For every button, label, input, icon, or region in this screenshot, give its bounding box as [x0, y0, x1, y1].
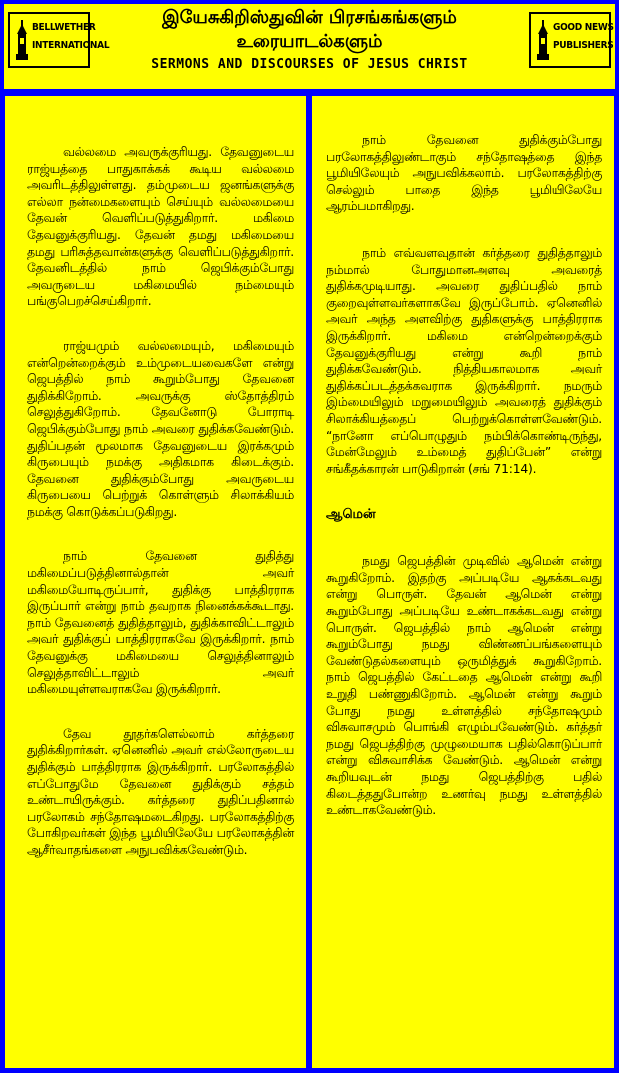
paragraph: தேவ தூதர்களெல்லாம் கர்த்தரை துதிக்கிறார்கள். ஏனெனில் அவர் எல்லோருடைய துதிக்கும் பாத்திரராக இருக்கிறார். பரலோகத்தில் எப்போதுமே தேவனை துதிக்கும் சத்தம் உண்டாயிருக்கும். கர்த்தரை துதிப்பதினால் பரலோகம் சந்தோஷமடைகிறது. பரலோகத்திற்கு போகிறவர்கள் இந்த பூமியிலேயே பரலோகத்தின் ஆசீர்வாதங்களை அநுபவிக்கவேண்டும். [27, 726, 294, 857]
left-column [5, 96, 306, 1068]
bell-tower-icon [14, 20, 30, 60]
page-title-tamil-line1: இயேசுகிறிஸ்துவின் பிரசங்கங்களும் [162, 7, 457, 28]
bellwether-logo [8, 12, 110, 68]
paragraph: நமது ஜெபத்தின் முடிவில் ஆமென் என்று கூறுகிறோம். இதற்கு அப்படியே ஆகக்கடவது என்று பொருள். தேவன் ஆமென் என்று கூறும்போது அப்படியே உண்டாகக்கடவது என்று பொருள். ஜெபத்தில் நாம் ஆமென் என்று கூறும்போது நமது விண்ணப்பங்களையும் வேண்டுதல்களையும் ஒருமித்துக் கூறுகிறோம். நாம் ஜெபத்தில் கேட்டதை ஆமென் என்று கூறி உறுதி பண்ணுகிறோம். ஆமென் என்று கூறும் போது நமது உள்ளத்தில் சந்தோஷமும் விசுவாசமும் பொங்கி எழும்பவேண்டும். கர்த்தர் நமது ஜெபத்திற்கு முழுமையாக பதில்கொடுப்பார் என்று விசுவாசிக்க வேண்டும். ஆமென் என்று கூறியவுடன் நமது ஜெபத்திற்கு பதில் கிடைத்ததுபோன்ற உணர்வு நமது உள்ளத்தில் உண்டாகவேண்டும். [326, 554, 602, 818]
right-column [312, 96, 614, 1068]
header-banner [4, 4, 615, 89]
paragraph: ராஜ்யமும் வல்லமையும், மகிமையும் என்றென்றைக்கும் உம்முடையவைகளே என்று ஜெபத்தில் நாம் கூறும்போது தேவனை துதிக்கிறோம். அவருக்கு ஸ்தோத்திரம் செலுத்துகிறோம். தேவனோடு போராடி ஜெபிக்கும்போது நாம் அவரை துதிக்கவேண்டும். துதிப்பதன் மூலமாக தேவனுடைய இரக்கமும் கிருபையும் நமக்கு அதிகமாக கிடைக்கும். தேவனை துதிக்கும்போது அவருடைய கிருபையை பெற்றுக் கொள்ளும் சிலாக்கியம் நமக்கு கொடுக்கப்படுகிறது. [27, 338, 294, 519]
paragraph: வல்லமை அவருக்குரியது. தேவனுடைய ராஜ்யத்தை பாதுகாக்கக் கூடிய வல்லமை அவரிடத்திலுள்ளது. தம்முடைய ஜனங்களுக்கு எல்லா நன்மைகளையும் செய்யும் வல்லமையை தேவன் வெளிப்படுத்துகிறார். மகிமை தேவனுக்குரியது. தேவன் தமது மகிமையை தமது பரிசுத்தவான்களுக்கு வெளிப்படுத்துகிறார். தேவனிடத்தில் நாம் ஜெபிக்கும்போது அவருடைய மகிமையில் நம்மையும் பங்குபெறச்செய்கிறார். [27, 145, 294, 309]
right-logo-line1: GOOD NEWS [553, 22, 614, 33]
paragraph: நாம் தேவனை துதிக்கும்போது பரலோகத்திலுண்டாகும் சந்தோஷத்தை இந்த பூமியிலேயும் அநுபவிக்கலாம். பரலோகத்திற்கு செல்லும் பாதை இந்த பூமியிலேயே ஆரம்பமாகிறது. [326, 133, 602, 214]
left-logo-line2: INTERNATIONAL [32, 40, 110, 51]
right-logo-line2: PUBLISHERS [553, 40, 614, 51]
page-title-tamil-line2: உரையாடல்களும் [236, 31, 383, 52]
section-heading: ஆமென் [326, 507, 376, 523]
left-logo-line1: BELLWETHER [32, 22, 96, 33]
title-block [100, 6, 519, 76]
tower-icon [535, 20, 551, 60]
paragraph: நாம் தேவனை துதித்து மகிமைப்படுத்தினால்தான் அவர் மகிமையோடிருப்பார், துதிக்கு பாத்திரராக இருப்பார் என்று நாம் தவறாக நினைக்கக்கூடாது. நாம் தேவனைத் துதித்தாலும், துதிக்காவிட்டாலும் அவர் துதிக்குப் பாத்திரராகவே இருக்கிறார். நாம் தேவனுக்கு மகிமையை செலுத்தினாலும் செலுத்தாவிட்டாலும் அவர் மகிமையுள்ளவராகவே இருக்கிறார். [27, 549, 294, 697]
page-title-english: SERMONS AND DISCOURSES OF JESUS CHRIST [151, 57, 468, 72]
paragraph: நாம் எவ்வளவுதான் கர்த்தரை துதித்தாலும் நம்மால் போதுமானஅளவு அவரைத் துதிக்கமுடியாது. அவரை துதிப்பதில் நாம் குறைவுள்ளவர்களாகவே இருப்போம். ஏனெனில் அவர் அந்த அளவிற்கு துதிகளுக்கு பாத்திரராக இருக்கிறார். மகிமை என்றென்றைக்கும் தேவனுக்குரியது என்று கூறி நாம் துதிக்கவேண்டும். நித்தியகாலமாக அவர் துதிக்கப்படத்தக்கவராக இருக்கிறார். நமரும் இம்மையிலும் மறுமையிலும் அவரைத் துதிக்கும் சிலாக்கியத்தைப் பெற்றுக்கொள்ளவேண்டும். “நானோ எப்பொழுதும் நம்பிக்கொண்டிருந்து, மேன்மேலும் உம்மைத் துதிப்பேன்” என்று சங்கீதக்காரன் பாடுகிறான் (சங் 71:14). [326, 245, 602, 476]
good-news-logo [529, 12, 614, 68]
